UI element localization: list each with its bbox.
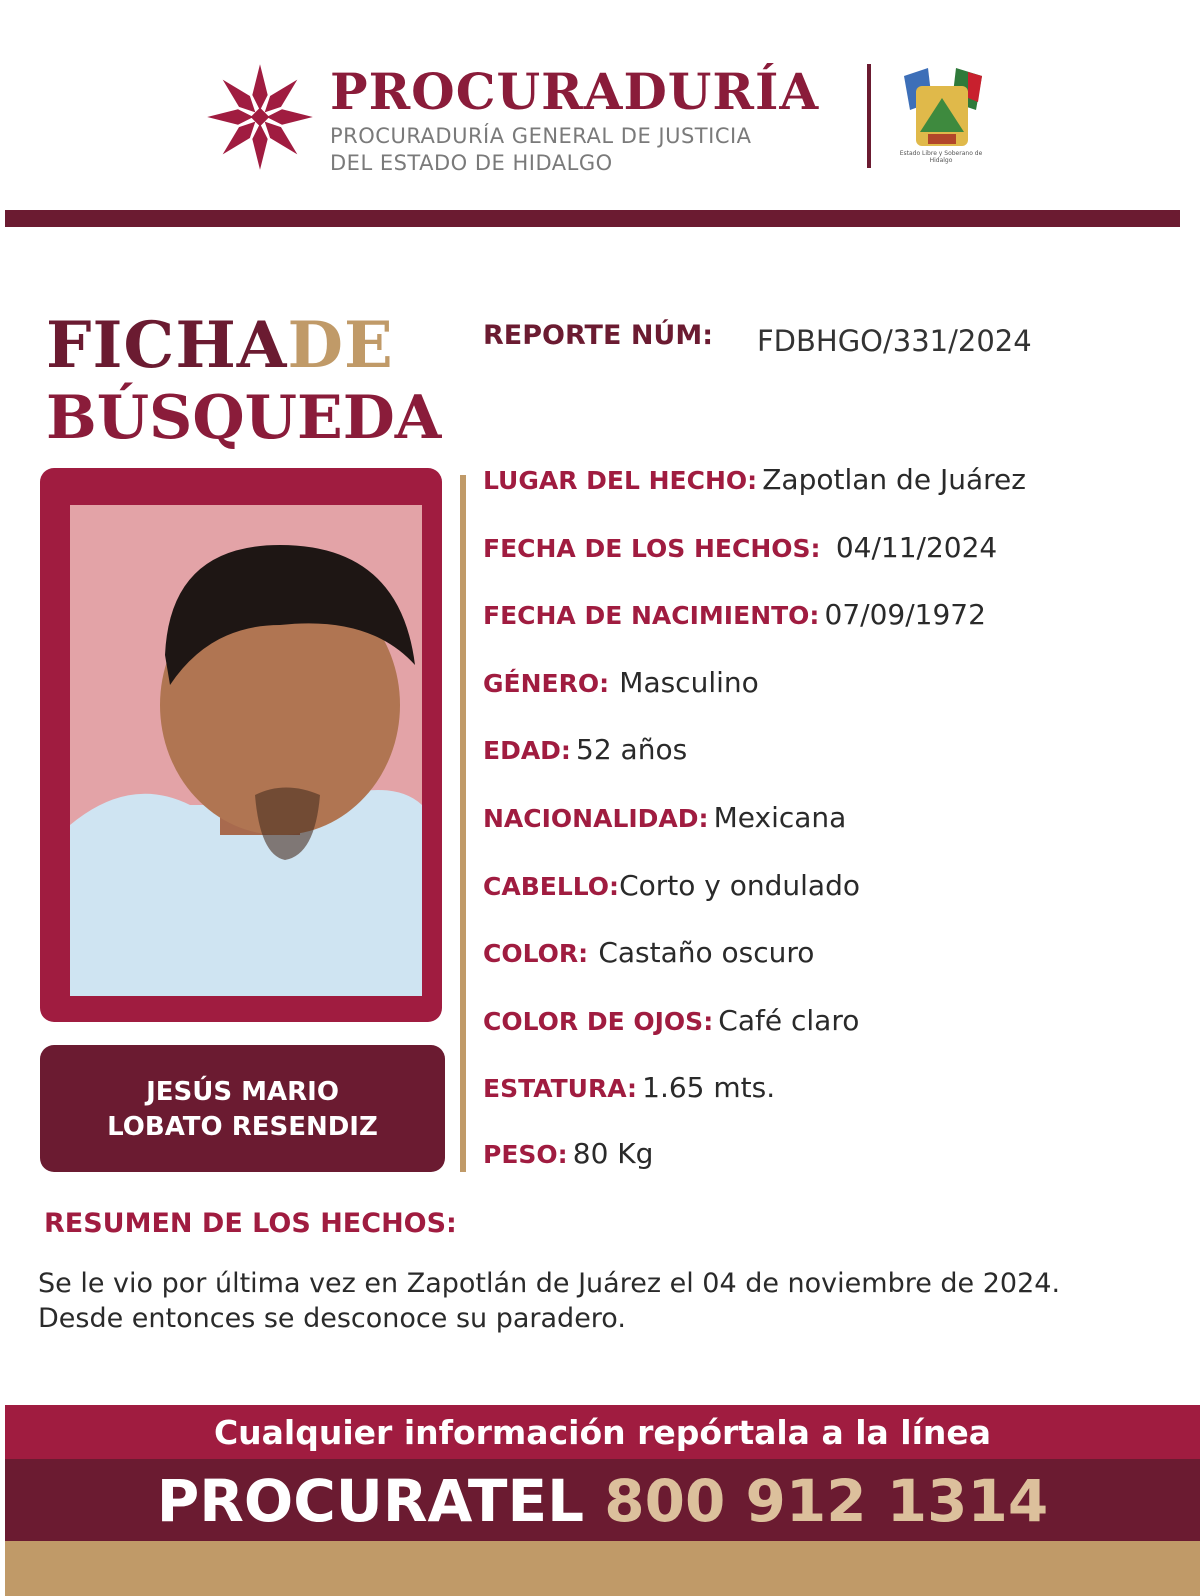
missing-person-photo [70, 505, 422, 996]
field-row-nacimiento [483, 598, 986, 631]
brand-subtitle-2: DEL ESTADO DE HIDALGO [330, 151, 613, 175]
footer-callout: Cualquier información repórtala a la línea [5, 1405, 1200, 1459]
report-number-label: REPORTE NÚM: [483, 320, 714, 351]
field-label: COLOR DE OJOS: [483, 1007, 714, 1036]
person-name-line1: JESÚS MARIO [146, 1077, 339, 1107]
header-band [5, 210, 1180, 227]
field-value: 80 Kg [572, 1137, 654, 1170]
field-row-peso [483, 1137, 653, 1170]
field-label: NACIONALIDAD: [483, 804, 709, 833]
field-row-genero [483, 666, 759, 699]
field-row-estatura [483, 1071, 775, 1104]
field-row-fecha-hechos [483, 531, 997, 564]
footer-hotline [5, 1459, 1200, 1541]
gold-divider [460, 475, 466, 1172]
field-value: 52 años [576, 733, 688, 766]
brand-subtitle-1: PROCURADURÍA GENERAL DE JUSTICIA [330, 124, 752, 148]
field-label: LUGAR DEL HECHO: [483, 466, 758, 495]
field-value: Mexicana [713, 801, 847, 834]
field-row-color [483, 936, 814, 969]
title-de: DE [287, 308, 394, 383]
field-row-edad [483, 733, 687, 766]
footer-gold-band [5, 1541, 1200, 1596]
summary-title: RESUMEN DE LOS HECHOS: [44, 1208, 457, 1239]
summary-line2: Desde entonces se desconoce su paradero. [38, 1303, 626, 1334]
report-number-value: FDBHGO/331/2024 [757, 324, 1032, 358]
person-name [40, 1045, 445, 1172]
field-label: PESO: [483, 1140, 568, 1169]
person-name-line2: LOBATO RESENDIZ [107, 1112, 378, 1142]
field-row-lugar [483, 463, 1026, 496]
title-ficha: FICHA [46, 308, 288, 383]
field-label: FECHA DE NACIMIENTO: [483, 601, 820, 630]
field-row-ojos [483, 1004, 859, 1037]
field-value: 1.65 mts. [642, 1071, 776, 1104]
summary-line1: Se le vio por última vez en Zapotlán de Juárez el 04 de noviembre de 2024. [38, 1268, 1061, 1299]
header-divider [867, 64, 871, 168]
hotline-brand: PROCURATEL [156, 1467, 585, 1535]
coat-of-arms-caption: Estado Libre y Soberano de Hidalgo [899, 150, 983, 164]
field-value: Masculino [619, 666, 759, 699]
field-label: ESTATURA: [483, 1074, 638, 1103]
field-value: Café claro [718, 1004, 860, 1037]
field-label: COLOR: [483, 939, 589, 968]
brand-title: PROCURADURÍA [330, 62, 820, 121]
field-row-nacionalidad [483, 801, 846, 834]
field-label: EDAD: [483, 736, 571, 765]
title-busqueda: BÚSQUEDA [46, 383, 442, 453]
field-row-cabello [483, 869, 860, 902]
field-value: Corto y ondulado [619, 869, 860, 902]
procuraduria-star-logo [205, 62, 315, 172]
field-value: Castaño oscuro [598, 936, 815, 969]
field-value: 07/09/1972 [824, 598, 986, 631]
field-value: Zapotlan de Juárez [762, 463, 1026, 496]
summary-text [38, 1266, 1158, 1336]
title-ficha-de [46, 308, 394, 383]
field-label: GÉNERO: [483, 669, 610, 698]
hotline-phone[interactable]: 800 912 1314 [604, 1467, 1049, 1535]
field-label: CABELLO: [483, 872, 620, 901]
field-label: FECHA DE LOS HECHOS: [483, 534, 821, 563]
field-value: 04/11/2024 [835, 531, 998, 564]
